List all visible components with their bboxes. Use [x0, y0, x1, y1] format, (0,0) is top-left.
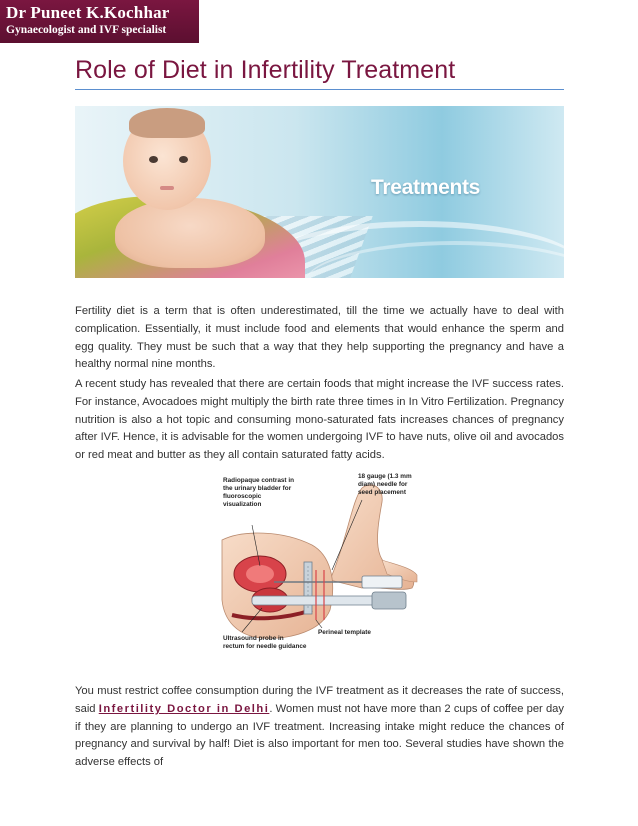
hero-baby-hair: [129, 108, 205, 138]
hero-baby-eye: [179, 156, 188, 163]
diagram-bladder-contrast: [246, 565, 274, 583]
label-needle-1: 18 gauge (1.3 mm: [358, 473, 412, 480]
label-contrast-2: the urinary bladder for: [223, 485, 292, 492]
hero-image: [75, 106, 564, 278]
label-template: Perineal template: [318, 629, 371, 636]
label-contrast-1: Radiopaque contrast in: [223, 477, 295, 484]
logo-tagline: Gynaecologist and IVF specialist: [6, 24, 167, 36]
label-probe-1: Ultrasound probe in: [223, 635, 284, 642]
page-title: Role of Diet in Infertility Treatment: [75, 56, 456, 84]
paragraph-coffee-text-2: . Women must not have more than 2 cups of coffee per day if they are planning to undergo an IVF treatment. Increasing intake might reduce the chances of pregnancy and survival by half! Diet is also important for men too. Several studies have shown the adverse effects of: [75, 702, 564, 769]
diagram-syringe: [362, 576, 402, 588]
paragraph-coffee: [75, 683, 564, 772]
medical-diagram: [212, 470, 426, 656]
title-divider: [75, 89, 564, 90]
clinic-logo: [0, 0, 199, 43]
infertility-doctor-link[interactable]: Infertility Doctor in Delhi: [98, 702, 270, 715]
diagram-probe-handle: [372, 592, 406, 609]
label-contrast-3: fluoroscopic: [223, 493, 262, 500]
logo-name: Dr Puneet K.Kochhar: [6, 3, 170, 22]
paragraph-study: A recent study has revealed that there are certain foods that might increase the IVF success rates. For instance, Avocadoes might multiply the birth rate three times in In Vitro Fertilization. Pregnancy nutrition is also a hot topic and consuming mono-saturated fats increases chances of pregnancy after IVF. Hence, it is advisable for the women undergoing IVF to have nuts, olive oil and avocados or red meat and butter as they all contain saturated fatty acids.: [75, 378, 564, 462]
label-probe-2: rectum for needle guidance: [223, 643, 307, 650]
hero-label: Treatments: [371, 176, 481, 199]
label-contrast-4: visualization: [223, 501, 262, 508]
label-needle-3: seed placement: [358, 489, 406, 496]
paragraph-intro: Fertility diet is a term that is often underestimated, till the time we actually have to deal with complication. Essentially, it must include food and elements that would enhance the sperm and egg quality. They must be such that a way that they help supporting the pregnancy and have a healthy normal nine months.: [75, 305, 564, 371]
hero-baby-eye: [149, 156, 158, 163]
paragraph-coffee-text-1: You must restrict coffee consumption during the IVF treatment as it decreases the rate of success, said: [75, 685, 564, 715]
hero-baby-body: [115, 198, 265, 268]
label-needle-2: diam) needle for: [358, 481, 408, 488]
hero-baby-mouth: [160, 186, 174, 190]
